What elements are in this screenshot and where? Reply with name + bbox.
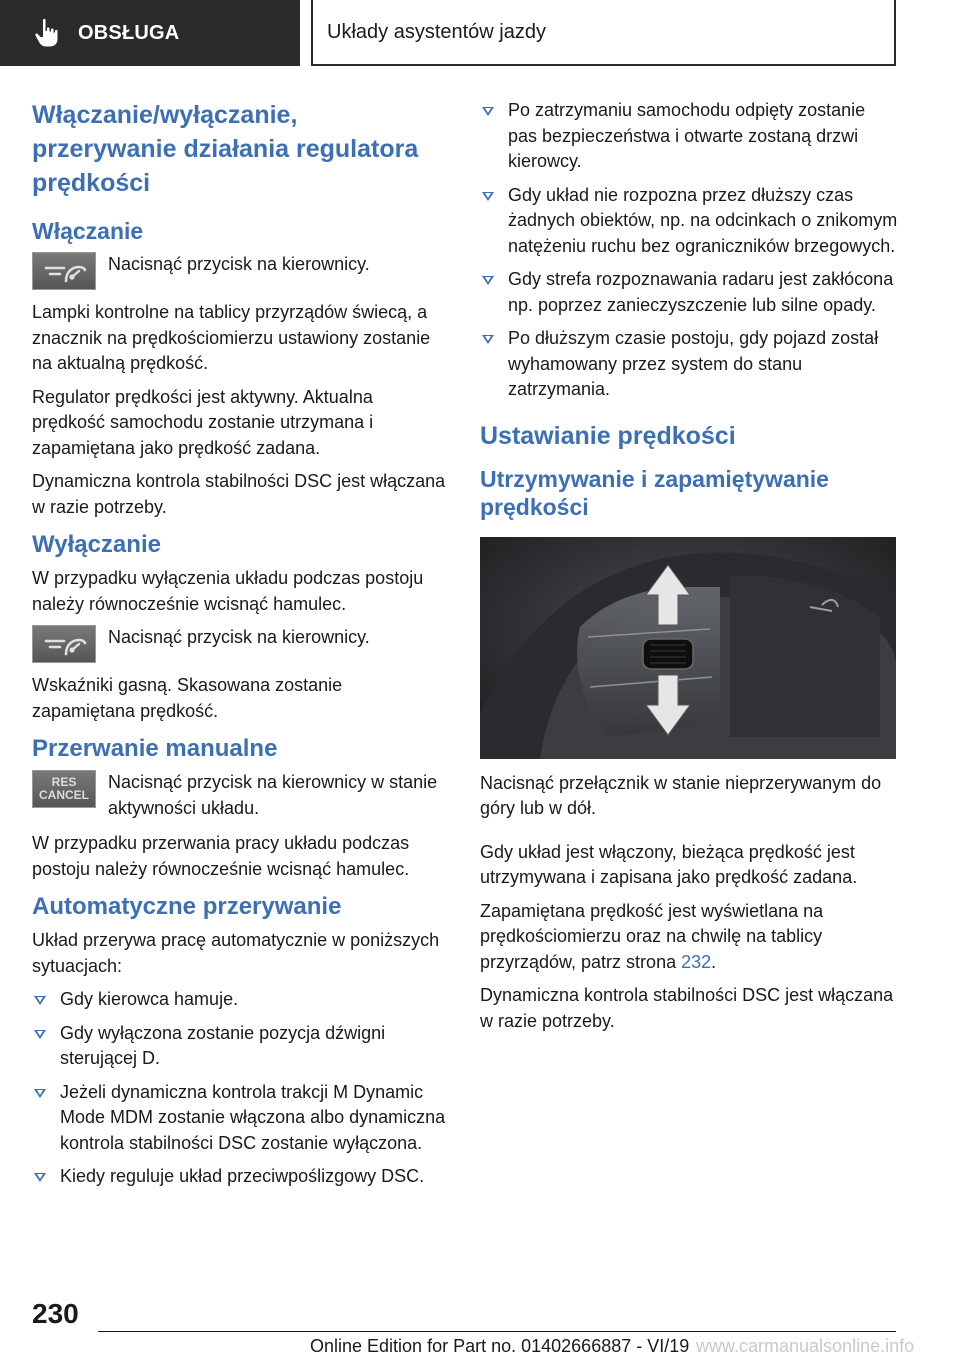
list-item-text: Gdy kierowca hamuje.	[60, 989, 239, 1009]
chapter-title: Układy asystentów jazdy	[311, 0, 896, 66]
paragraph: W przypadku wyłączenia układu podczas postoju należy równocześnie wcisnąć hamulec.	[32, 568, 424, 614]
heading-switch-on: Włączanie	[32, 218, 144, 244]
section-title: OBSŁUGA	[78, 21, 180, 44]
instruction-text: Nacisnąć przycisk na kierownicy w stanie aktywności układu.	[108, 772, 438, 818]
paragraph	[480, 899, 898, 976]
list-item-text: Jeżeli dynamiczna kontrola trakcji M Dynamic Mode MDM zostanie włączona albo dynamiczna kontrola stabilności DSC zostanie wyłączona.	[60, 1081, 446, 1153]
paragraph: Wskaźniki gasną. Skasowana zostanie zapamiętana prędkość.	[32, 675, 343, 721]
paragraph: W przypadku przerwania pracy układu podczas postoju należy równocześnie wcisnąć hamulec.	[32, 833, 410, 879]
list-item-text: Po zatrzymaniu samochodu odpięty zostanie pas bezpieczeństwa i otwarte zostaną drzwi kierowcy.	[508, 100, 866, 171]
list-item	[32, 1080, 446, 1157]
list-item-text: Gdy układ nie rozpozna przez dłuższy czas żadnych obiektów, np. na odcinkach o znikomym natężeniu ruchu bez ograniczników brzegowych.	[508, 184, 898, 256]
footer-edition: Online Edition for Part no. 01402666887 - VI/19	[310, 1336, 690, 1356]
page-number: 230	[32, 1298, 79, 1329]
paragraph: Nacisnąć przełącznik w stanie nieprzerywanym do góry lub w dół.	[480, 772, 882, 818]
header-section-tab	[0, 0, 300, 66]
paragraph: Dynamiczna kontrola stabilności DSC jest włączana w razie potrzeby.	[32, 471, 446, 517]
bullet-triangle-icon	[34, 1173, 46, 1182]
list-item-text: Kiedy reguluje układ przeciwpoślizgowy DSC.	[60, 1166, 425, 1186]
bullet-triangle-icon	[482, 276, 494, 285]
right-column	[480, 98, 898, 1042]
cancel-label: CANCEL	[39, 788, 89, 802]
list-item	[32, 1021, 446, 1072]
page-reference-link[interactable]: 232	[681, 951, 712, 972]
paragraph: Gdy układ jest włączony, bieżąca prędkość jest utrzymywana i zapisana jako prędkość zadana.	[480, 841, 858, 887]
bullet-triangle-icon	[34, 996, 46, 1005]
heading-auto-interrupt: Automatyczne przerywanie	[32, 893, 342, 920]
heading-set-speed: Ustawianie prędkości	[480, 421, 736, 450]
paragraph: Lampki kontrolne na tablicy przyrządów świecą, a znacznik na prędkościomierzu ustawiony zostanie na aktualną prędkość.	[32, 302, 431, 373]
cruise-control-button-icon	[32, 625, 96, 663]
list-item	[32, 987, 446, 1013]
heading-manual-interrupt: Przerwanie manualne	[32, 735, 278, 762]
instruction-switch-on	[32, 252, 446, 290]
heading-switch-off: Wyłączanie	[32, 531, 161, 558]
list-item	[480, 267, 898, 318]
bullet-triangle-icon	[34, 1030, 46, 1039]
instruction-text: Nacisnąć przycisk na kierownicy.	[108, 627, 370, 647]
bullet-triangle-icon	[482, 335, 494, 344]
list-item	[480, 326, 898, 403]
auto-interrupt-list	[32, 987, 446, 1190]
paragraph-text: .	[711, 951, 717, 972]
left-column	[32, 98, 446, 1200]
list-item	[32, 1164, 446, 1190]
bullet-triangle-icon	[482, 192, 494, 201]
hand-pointer-icon	[30, 16, 64, 50]
cruise-control-button-icon	[32, 252, 96, 290]
instruction-text: Nacisnąć przycisk na kierownicy.	[108, 254, 370, 274]
paragraph-text: Zapamiętana prędkość jest wyświetlana na prędkościomierzu oraz na chwilę na tablicy przyrządów, patrz strona	[480, 900, 824, 972]
main-heading: Włączanie/wyłączanie, przerywanie działania regulatora prędkości	[32, 101, 419, 197]
auto-interrupt-list-continued	[480, 98, 898, 403]
paragraph: Regulator prędkości jest aktywny. Aktualna prędkość samochodu zostanie utrzymana i zapamiętana jako prędkość zadana.	[32, 386, 374, 458]
heading-hold-speed: Utrzymywanie i zapamiętywanie prędkości	[480, 465, 829, 520]
list-item	[480, 98, 898, 175]
watermark-text: www.carmanualsonline.info	[696, 1336, 915, 1356]
paragraph: Układ przerywa pracę automatycznie w poniższych sytuacjach:	[32, 930, 440, 976]
list-item	[480, 183, 898, 260]
res-cancel-button-icon	[32, 770, 96, 808]
list-item-text: Gdy wyłączona zostanie pozycja dźwigni sterującej D.	[60, 1022, 386, 1068]
bullet-triangle-icon	[482, 107, 494, 116]
res-label: RES	[51, 775, 77, 789]
footer-divider	[98, 1331, 896, 1332]
steering-wheel-switch-photo	[480, 537, 896, 759]
instruction-switch-off	[32, 625, 446, 663]
list-item-text: Po dłuższym czasie postoju, gdy pojazd został wyhamowany przez system do stanu zatrzymania.	[508, 328, 879, 399]
list-item-text: Gdy strefa rozpoznawania radaru jest zakłócona np. poprzez zanieczyszczenie lub silne opady.	[508, 269, 894, 315]
instruction-manual-interrupt	[32, 770, 446, 821]
paragraph: Dynamiczna kontrola stabilności DSC jest włączana w razie potrzeby.	[480, 985, 894, 1031]
bullet-triangle-icon	[34, 1089, 46, 1098]
